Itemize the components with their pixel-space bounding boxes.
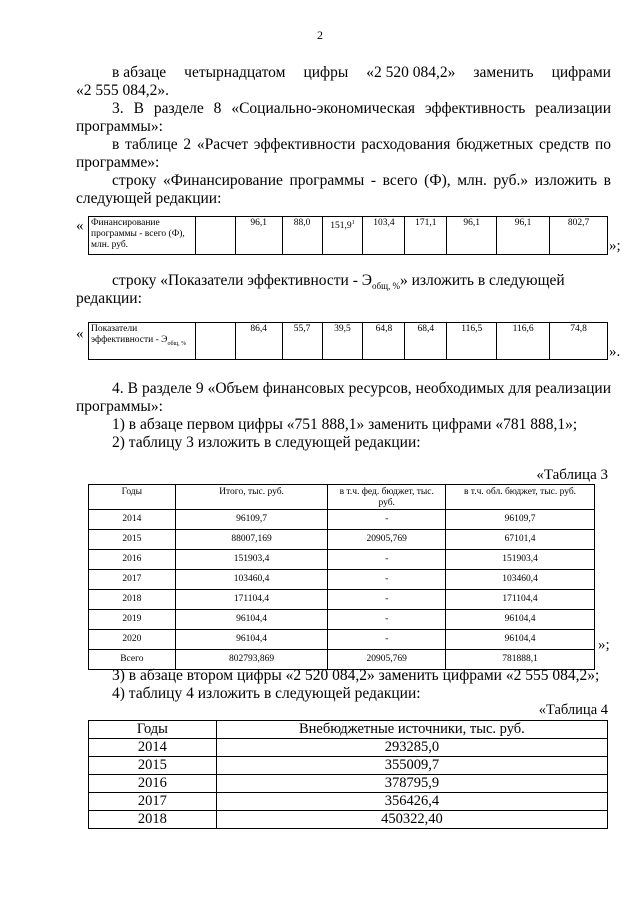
paragraph-6-line-1: 4. В разделе 9 «Объем финансовых ресурсов, необходимых для реализации: [112, 380, 611, 397]
value-cell: 39,5: [322, 323, 363, 360]
cell: 96104,4: [175, 630, 328, 650]
value-cell: 86,4: [235, 323, 282, 360]
table-row: [89, 793, 608, 811]
value-cell: 64,8: [363, 323, 405, 360]
header-cell: Годы: [89, 721, 217, 739]
value-cell: 171,1: [405, 217, 447, 255]
value-cell: 88,0: [282, 217, 322, 255]
value-cell: 802,7: [550, 217, 608, 255]
value-cell: 116,5: [447, 323, 497, 360]
paragraph-1-line-2: «2 555 084,2».: [76, 82, 169, 99]
table-header-row: [89, 721, 608, 739]
word: в абзаце: [112, 64, 167, 81]
value-cell: 68,4: [405, 323, 447, 360]
paragraph-1-line-1: [112, 64, 611, 82]
paragraph-2-line-2: программы»:: [76, 118, 163, 135]
cell: 781888,1: [446, 650, 595, 670]
cell: 2016: [89, 550, 176, 570]
cell: 2018: [89, 590, 176, 610]
cell: 67101,4: [446, 530, 595, 550]
paragraph-4-line-1: строку «Финансирование программы - всего (Ф), млн. руб.» изложить в: [112, 172, 611, 189]
paragraph-3-line-1: в таблице 2 «Расчет эффективности расходования бюджетных средств по: [112, 136, 611, 153]
cell: -: [328, 570, 446, 590]
header-cell: в т.ч. фед. бюджет, тыс. руб.: [328, 485, 446, 510]
paragraph-10: 4) таблицу 4 изложить в следующей редакции:: [112, 685, 421, 702]
cell: 2018: [89, 811, 217, 829]
value-cell: 103,4: [363, 217, 405, 255]
table-3: [88, 484, 595, 670]
value-cell: 96,1: [447, 217, 497, 255]
cell: -: [328, 550, 446, 570]
cell: Всего: [89, 650, 176, 670]
page-number: 2: [317, 28, 323, 42]
value-cell: 96,1: [497, 217, 550, 255]
cell: 20905,769: [328, 530, 446, 550]
cell: 2015: [89, 757, 217, 775]
quote-open: «: [76, 326, 84, 342]
cell: 2019: [89, 610, 176, 630]
quote-open: «: [76, 218, 84, 234]
label-e: Э: [161, 335, 168, 345]
cell: 378795,9: [216, 775, 607, 793]
value-cell: 96,1: [235, 217, 282, 255]
cell: 2017: [89, 570, 176, 590]
table-row: [89, 757, 608, 775]
cell: -: [328, 630, 446, 650]
table-4-caption: «Таблица 4: [538, 702, 608, 718]
quote-close: »;: [609, 238, 621, 254]
paragraph-7: 1) в абзаце первом цифры «751 888,1» заменить цифрами «781 888,1»;: [112, 416, 578, 433]
cell: 2020: [89, 630, 176, 650]
cell: -: [328, 610, 446, 630]
cell: 96104,4: [446, 630, 595, 650]
cell: 2014: [89, 510, 176, 530]
cell: 450322,40: [216, 811, 607, 829]
row-label: [89, 323, 196, 360]
cell: 2014: [89, 739, 217, 757]
table-header-row: [89, 485, 595, 510]
cell: 2015: [89, 530, 176, 550]
quote-close: ».: [609, 344, 621, 360]
cell: 2017: [89, 793, 217, 811]
header-cell: в т.ч. обл. бюджет, тыс. руб.: [446, 485, 595, 510]
table-row: [89, 630, 595, 650]
word: цифрами: [551, 64, 611, 81]
cell: 96104,4: [446, 610, 595, 630]
cell: 96109,7: [446, 510, 595, 530]
table-row: [89, 739, 608, 757]
cell: 96104,4: [175, 610, 328, 630]
paragraph-9: 3) в абзаце втором цифры «2 520 084,2» заменить цифрами «2 555 084,2»;: [112, 667, 600, 684]
value-cell: 74,8: [550, 323, 608, 360]
word: заменить: [473, 64, 534, 81]
text-part: строку «Показатели эффективности - Э: [112, 272, 372, 289]
efficiency-row-table: [88, 322, 608, 360]
cell: 88007,169: [175, 530, 328, 550]
label-subscript: общ, %: [167, 340, 187, 347]
value-cell: 116,6: [497, 323, 550, 360]
paragraph-8: 2) таблицу 3 изложить в следующей редакции:: [112, 434, 421, 451]
financing-row-table: [88, 216, 608, 255]
row-label: Финансирование программы - всего (Ф), млн. руб.: [89, 217, 196, 255]
cell: 293285,0: [216, 739, 607, 757]
paragraph-6-line-2: программы»:: [76, 398, 163, 415]
cell: -: [328, 590, 446, 610]
cell: 151903,4: [175, 550, 328, 570]
label-text: Показатели эффективности -: [91, 324, 159, 345]
cell: 151903,4: [446, 550, 595, 570]
cell: 171104,4: [446, 590, 595, 610]
quote-close: »;: [598, 637, 610, 653]
cell: -: [328, 510, 446, 530]
text-part: » изложить в следующей: [400, 272, 565, 289]
paragraph-4-line-2: следующей редакции:: [76, 190, 222, 207]
cell: 355009,7: [216, 757, 607, 775]
empty-cell: [195, 323, 235, 360]
table-row: [89, 775, 608, 793]
cell: 802793,869: [175, 650, 328, 670]
cell: 103460,4: [446, 570, 595, 590]
table-row: [89, 510, 595, 530]
table-row: [89, 530, 595, 550]
table-row: [89, 550, 595, 570]
cell: 356426,4: [216, 793, 607, 811]
cell: 20905,769: [328, 650, 446, 670]
table-row: [89, 610, 595, 630]
word: «2 520 084,2»: [366, 64, 456, 81]
paragraph-5-line-2: редакции:: [76, 290, 142, 307]
value-cell: [322, 217, 363, 255]
table-row: [89, 570, 595, 590]
value-cell: 55,7: [282, 323, 322, 360]
empty-cell: [195, 217, 235, 255]
word: цифры: [303, 64, 349, 81]
paragraph-3-line-2: программе»:: [76, 154, 160, 171]
table-row: [89, 590, 595, 610]
paragraph-2-line-1: 3. В разделе 8 «Социально-экономическая эффективность реализации: [112, 100, 611, 117]
value-text: 151,9: [330, 221, 352, 232]
cell: 171104,4: [175, 590, 328, 610]
cell: 2016: [89, 775, 217, 793]
table-row: [89, 811, 608, 829]
table-4: [88, 720, 608, 829]
header-cell: Годы: [89, 485, 176, 510]
header-cell: Внебюджетные источники, тыс. руб.: [216, 721, 607, 739]
word: четырнадцатом: [184, 64, 286, 81]
header-cell: Итого, тыс. руб.: [175, 485, 328, 510]
table-3-caption: «Таблица 3: [536, 467, 608, 483]
subscript: общ, %: [371, 281, 400, 292]
cell: 103460,4: [175, 570, 328, 590]
cell: 96109,7: [175, 510, 328, 530]
footnote-mark: 1: [351, 220, 355, 226]
